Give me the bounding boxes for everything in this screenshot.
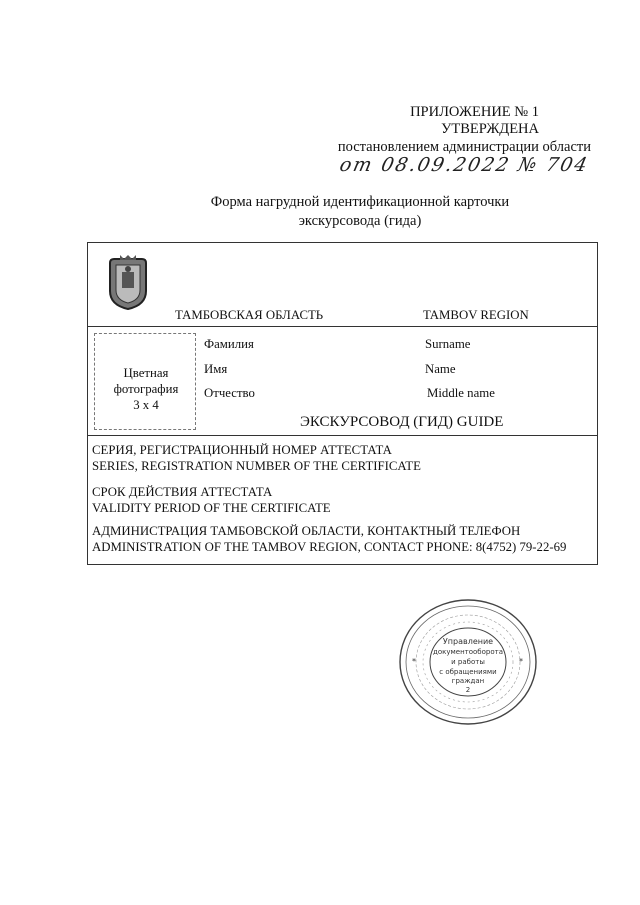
coat-of-arms-icon	[106, 255, 150, 311]
surname-label-en: Surname	[425, 337, 471, 351]
role-title: ЭКСКУРСОВОД (ГИД) GUIDE	[300, 414, 504, 430]
validity-label-ru: СРОК ДЕЙСТВИЯ АТТЕСТАТА	[92, 485, 273, 499]
surname-label-ru: Фамилия	[204, 337, 254, 351]
middle-name-label-en: Middle name	[427, 386, 495, 400]
region-ru: ТАМБОВСКАЯ ОБЛАСТЬ	[175, 308, 324, 322]
id-card	[87, 242, 598, 565]
photo-label-line1: Цветная	[123, 366, 169, 380]
approved-label: УТВЕРЖДЕНА	[441, 121, 539, 137]
handwritten-date-number: от 08.09.2022 № 704	[337, 154, 591, 176]
name-label-ru: Имя	[204, 362, 228, 376]
stamp-text-line1: Управление	[442, 637, 494, 646]
middle-name-label-ru: Отчество	[204, 386, 255, 400]
divider-top	[88, 326, 597, 327]
official-stamp	[398, 598, 538, 726]
divider-middle	[88, 435, 597, 436]
stamp-text-line4: с обращениями	[439, 668, 497, 676]
stamp-text-line3: и работы	[451, 658, 485, 666]
photo-label-line2: фотография	[113, 382, 179, 396]
admin-label-en: ADMINISTRATION OF THE TAMBOV REGION, CONTACT PHONE: 8(4752) 79-22-69	[92, 540, 567, 554]
series-label-ru: СЕРИЯ, РЕГИСТРАЦИОННЫЙ НОМЕР АТТЕСТАТА	[92, 443, 392, 457]
stamp-number: 2	[465, 686, 471, 694]
region-en: TAMBOV REGION	[423, 308, 529, 322]
form-title-line1: Форма нагрудной идентификационной карточки	[210, 194, 510, 210]
form-title-line2: экскурсовода (гида)	[298, 213, 422, 229]
stamp-text-line5: граждан	[451, 677, 485, 685]
svg-text:*: *	[519, 657, 523, 666]
name-label-en: Name	[425, 362, 456, 376]
photo-label-line3: 3 х 4	[133, 398, 159, 412]
validity-label-en: VALIDITY PERIOD OF THE CERTIFICATE	[92, 501, 331, 515]
svg-text:*: *	[412, 657, 416, 666]
appendix-number: ПРИЛОЖЕНИЕ № 1	[410, 104, 539, 120]
admin-label-ru: АДМИНИСТРАЦИЯ ТАМБОВСКОЙ ОБЛАСТИ, КОНТАКТНЫЙ ТЕЛЕФОН	[92, 524, 521, 538]
series-label-en: SERIES, REGISTRATION NUMBER OF THE CERTIFICATE	[92, 459, 421, 473]
stamp-text-line2: документооборота	[433, 648, 503, 656]
resolution-label: постановлением администрации области	[337, 139, 591, 155]
